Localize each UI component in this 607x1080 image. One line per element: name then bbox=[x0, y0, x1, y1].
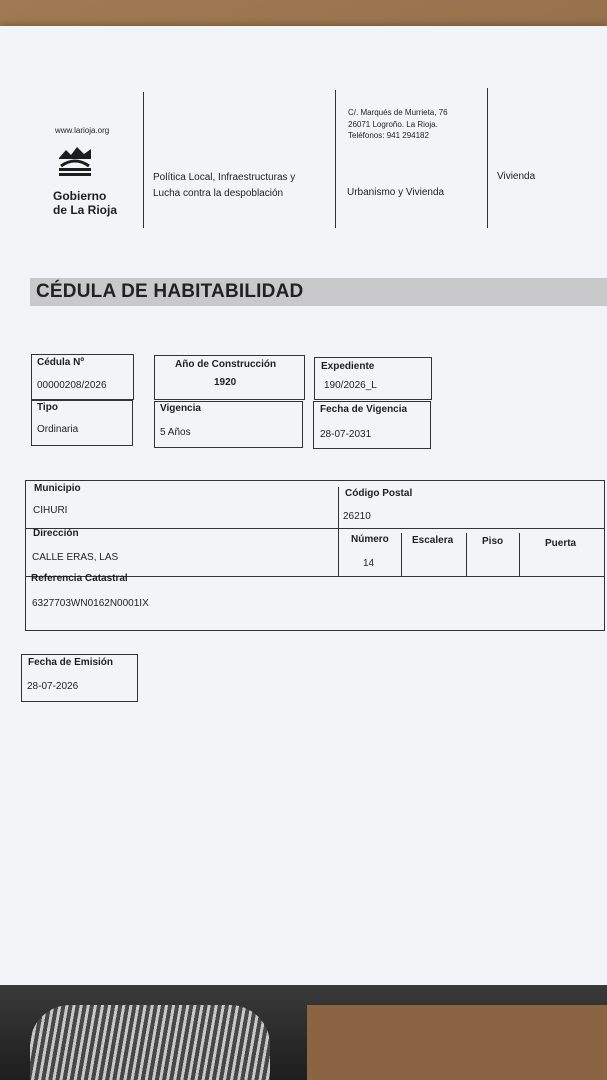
piso-label: Piso bbox=[482, 536, 504, 547]
fecha-emision-value: 28-07-2026 bbox=[27, 681, 79, 692]
department-line2: Lucha contra la despoblación bbox=[153, 188, 284, 199]
puerta-label: Puerta bbox=[545, 538, 577, 549]
location-table bbox=[25, 480, 605, 631]
header-divider-3 bbox=[487, 88, 488, 228]
address-line2: 26071 Logroño. La Rioja. bbox=[348, 120, 438, 129]
cedula-numero-box bbox=[31, 354, 134, 400]
codigo-postal-label: Código Postal bbox=[345, 488, 413, 499]
direccion-label: Dirección bbox=[33, 528, 79, 539]
referencia-catastral-value: 6327703WN0162N0001IX bbox=[32, 598, 149, 609]
tipo-value: Ordinaria bbox=[37, 424, 79, 435]
municipio-label: Municipio bbox=[34, 483, 81, 494]
expediente-value: 190/2026_L bbox=[324, 380, 377, 391]
fabric-stripes bbox=[30, 1005, 270, 1080]
vigencia-box bbox=[154, 401, 303, 448]
section-name: Urbanismo y Vivienda bbox=[347, 187, 445, 198]
fecha-vigencia-value: 28-07-2031 bbox=[320, 429, 372, 440]
la-rioja-logo-icon bbox=[57, 144, 93, 178]
cedula-numero-value: 00000208/2026 bbox=[37, 380, 107, 391]
header-divider-2 bbox=[335, 90, 336, 228]
fecha-vigencia-box bbox=[313, 401, 431, 449]
org-name-line1: Gobierno bbox=[53, 189, 107, 203]
photo-bottom-edge bbox=[0, 985, 607, 1080]
phone-text: Teléfonos: 941 294182 bbox=[348, 131, 429, 140]
anio-construccion-box bbox=[154, 355, 305, 400]
escalera-label: Escalera bbox=[412, 535, 454, 546]
address-line1: C/. Marqués de Murrieta, 76 bbox=[348, 108, 448, 117]
document-page bbox=[0, 26, 607, 1026]
anio-construccion-value: 1920 bbox=[214, 377, 237, 388]
fecha-emision-label: Fecha de Emisión bbox=[28, 657, 114, 668]
org-name-line2: de La Rioja bbox=[53, 203, 118, 217]
codigo-postal-value: 26210 bbox=[343, 511, 371, 522]
vigencia-label: Vigencia bbox=[160, 403, 201, 414]
expediente-box bbox=[314, 357, 432, 400]
title-bar bbox=[30, 278, 607, 306]
referencia-catastral-label: Referencia Catastral bbox=[31, 573, 128, 584]
municipio-value: CIHURI bbox=[33, 505, 68, 516]
numero-label: Número bbox=[351, 534, 389, 545]
fecha-emision-box bbox=[21, 654, 138, 702]
anio-construccion-label: Año de Construcción bbox=[175, 359, 277, 370]
tipo-box bbox=[31, 400, 133, 446]
website-text: www.larioja.org bbox=[55, 126, 110, 135]
expediente-label: Expediente bbox=[321, 361, 375, 372]
subsection-name: Vivienda bbox=[497, 171, 536, 182]
vigencia-value: 5 Años bbox=[160, 427, 191, 438]
header-divider-1 bbox=[143, 92, 144, 228]
cedula-numero-label: Cédula Nº bbox=[37, 357, 84, 368]
numero-value: 14 bbox=[363, 558, 375, 569]
department-line1: Política Local, Infraestructuras y bbox=[153, 172, 296, 183]
fecha-vigencia-label: Fecha de Vigencia bbox=[320, 404, 408, 415]
document-title: CÉDULA DE HABITABILIDAD bbox=[36, 281, 304, 302]
direccion-value: CALLE ERAS, LAS bbox=[32, 552, 119, 563]
tipo-label: Tipo bbox=[37, 402, 58, 413]
wood-surface bbox=[307, 1005, 607, 1080]
